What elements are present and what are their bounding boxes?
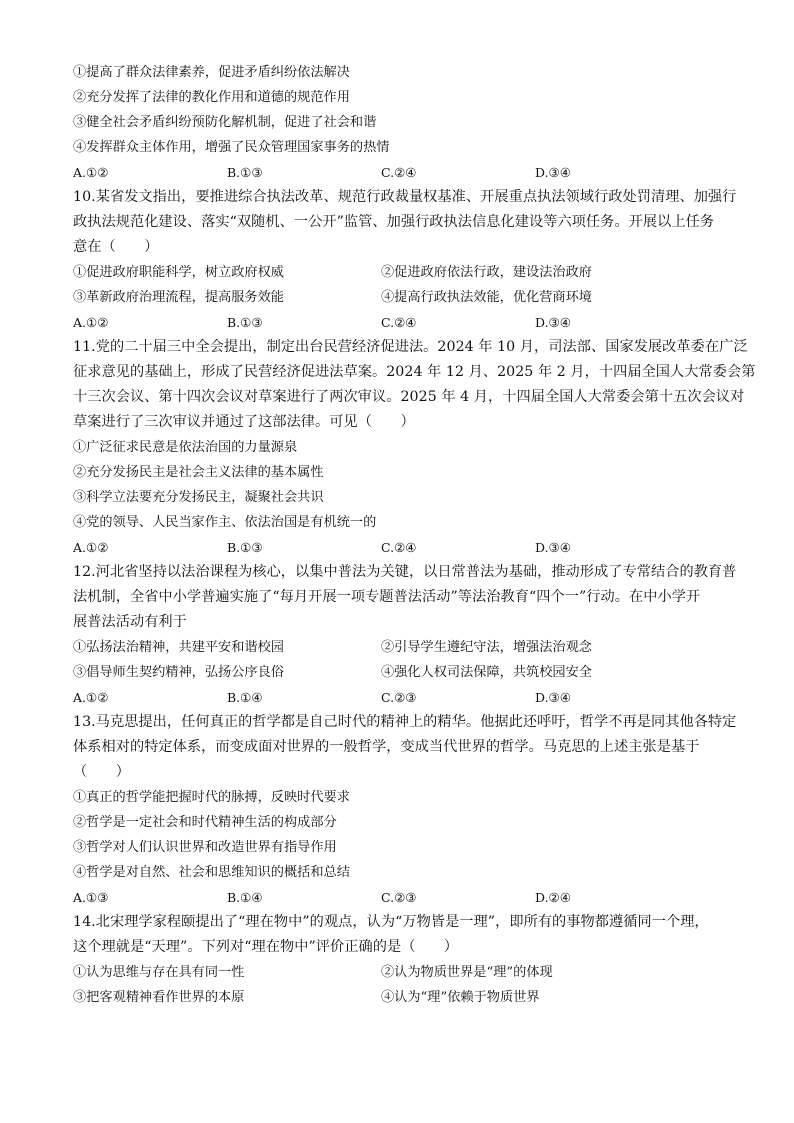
q10-stem-line-3: 意在（ ） xyxy=(73,239,159,255)
q9-option-3: ③健全社会矛盾纠纷预防化解机制，促进了社会和谐 xyxy=(73,115,377,130)
q11-option-1: ①广泛征求民意是依法治国的力量源泉 xyxy=(73,440,298,455)
q10-options-row-1 xyxy=(73,260,733,285)
q9-choice-c: C.②④ xyxy=(381,165,417,180)
q14-option-3: ③把客观精神看作世界的本原 xyxy=(73,990,245,1005)
q12-stem-line-3: 展普法活动有利于 xyxy=(73,614,187,630)
q10-stem-line-2: 政执法规范化建设、落实“双随机、一公开”监管、加强行政执法信息化建设等六项任务。开展以上任务 xyxy=(73,214,715,230)
q10-options-row-2 xyxy=(73,285,733,310)
q9-choice-a: A.①② xyxy=(73,165,109,180)
q14-options-row-2 xyxy=(73,985,733,1010)
q11-option-3: ③科学立法要充分发扬民主，凝聚社会共识 xyxy=(73,490,324,505)
q11-choice-a: A.①② xyxy=(73,540,109,555)
q12-option-4: ④强化人权司法保障，共筑校园安全 xyxy=(381,665,592,680)
q13-choice-c: C.②③ xyxy=(381,890,417,905)
q14-options-row-1 xyxy=(73,960,733,985)
q11-choice-b: B.①③ xyxy=(227,540,263,555)
q10-option-1: ①促进政府职能科学，树立政府权威 xyxy=(73,265,284,280)
q13-option-3: ③哲学对人们认识世界和改造世界有指导作用 xyxy=(73,840,337,855)
q9-choice-d: D.③④ xyxy=(535,165,571,180)
q12-choice-b: B.①④ xyxy=(227,690,263,705)
q13-stem-line-3: （ ） xyxy=(73,764,130,780)
q14-option-4: ④认为“理”依赖于物质世界 xyxy=(381,990,540,1005)
q12-choices xyxy=(73,685,733,710)
q14-option-2: ②认为物质世界是“理”的体现 xyxy=(381,965,553,980)
q13-option-2: ②哲学是一定社会和时代精神生活的构成部分 xyxy=(73,815,337,830)
q11-choices xyxy=(73,535,733,560)
q12-choice-d: D.③④ xyxy=(535,690,571,705)
q13-option-4: ④哲学是对自然、社会和思维知识的概括和总结 xyxy=(73,865,350,880)
q13-stem-line-2: 体系相对的特定体系，而变成面对世界的一般哲学，变成当代世界的哲学。马克思的上述主张是基于 xyxy=(73,739,700,755)
q10-stem-line-1: 10.某省发文指出，要推进综合执法改革、规范行政裁量权基准、开展重点执法领域行政处罚清理、加强行 xyxy=(73,189,737,205)
q9-choices xyxy=(73,160,733,185)
q10-choice-b: B.①③ xyxy=(227,315,263,330)
q13-option-1: ①真正的哲学能把握时代的脉搏，反映时代要求 xyxy=(73,790,350,805)
q12-choice-a: A.①② xyxy=(73,690,109,705)
q12-option-2: ②引导学生遵纪守法，增强法治观念 xyxy=(381,640,592,655)
q11-choice-d: D.③④ xyxy=(535,540,571,555)
q11-stem-line-1: 11.党的二十届三中全会提出，制定出台民营经济促进法。2024 年 10 月，司法部、国家发展改革委在广泛 xyxy=(73,339,748,355)
q11-stem-line-3: 十三次会议、第十四次会议对草案进行了两次审议。2025 年 4 月，十四届全国人大常委会第十五次会议对 xyxy=(73,389,745,405)
q10-option-3: ③革新政府治理流程，提高服务效能 xyxy=(73,290,284,305)
q11-choice-c: C.②④ xyxy=(381,540,417,555)
q12-choice-c: C.②③ xyxy=(381,690,417,705)
q13-choices xyxy=(73,885,733,910)
q10-choices xyxy=(73,310,733,335)
q12-options-row-2 xyxy=(73,660,733,685)
q13-choice-d: D.②④ xyxy=(535,890,571,905)
q9-choice-b: B.①③ xyxy=(227,165,263,180)
q10-option-4: ④提高行政执法效能，优化营商环境 xyxy=(381,290,592,305)
q10-choice-c: C.②④ xyxy=(381,315,417,330)
q12-stem-line-1: 12.河北省坚持以法治课程为核心，以集中普法为关键，以日常普法为基础，推动形成了专常结合的教育普 xyxy=(73,564,737,580)
exam-page xyxy=(73,60,756,1010)
q14-option-1: ①认为思维与存在具有同一性 xyxy=(73,965,245,980)
q11-stem-line-4: 草案进行了三次审议并通过了这部法律。可见（ ） xyxy=(73,414,415,430)
q13-choice-b: B.①④ xyxy=(227,890,263,905)
q12-option-1: ①弘扬法治精神，共建平安和谐校园 xyxy=(73,640,284,655)
q12-stem-line-2: 法机制，全省中小学普遍实施了“每月开展一项专题普法活动”等法治教育“四个一”行动。在中小学开 xyxy=(73,589,701,605)
q14-stem-line-2: 这个理就是“天理”。下列对“理在物中”评价正确的是（ ） xyxy=(73,939,459,955)
q13-stem-line-1: 13.马克思提出，任何真正的哲学都是自己时代的精神上的精华。他据此还呼吁，哲学不再是同其他各特定 xyxy=(73,714,737,730)
q9-option-1: ①提高了群众法律素养，促进矛盾纠纷依法解决 xyxy=(73,65,350,80)
q11-option-4: ④党的领导、人民当家作主、依法治国是有机统一的 xyxy=(73,515,377,530)
q9-option-2: ②充分发挥了法律的教化作用和道德的规范作用 xyxy=(73,90,350,105)
q10-option-2: ②促进政府依法行政，建设法治政府 xyxy=(381,265,592,280)
q11-stem-line-2: 征求意见的基础上，形成了民营经济促进法草案。2024 年 12 月、2025 年 2 月，十四届全国人大常委会第 xyxy=(73,364,756,380)
q9-option-4: ④发挥群众主体作用，增强了民众管理国家事务的热情 xyxy=(73,140,390,155)
q12-options-row-1 xyxy=(73,635,733,660)
q13-choice-a: A.①③ xyxy=(73,890,109,905)
q11-option-2: ②充分发扬民主是社会主义法律的基本属性 xyxy=(73,465,324,480)
q10-choice-a: A.①② xyxy=(73,315,109,330)
q14-stem-line-1: 14.北宋理学家程颐提出了“理在物中”的观点，认为“万物皆是一理”，即所有的事物都遵循同一个理， xyxy=(73,914,709,930)
q10-choice-d: D.③④ xyxy=(535,315,571,330)
q12-option-3: ③倡导师生契约精神，弘扬公序良俗 xyxy=(73,665,284,680)
